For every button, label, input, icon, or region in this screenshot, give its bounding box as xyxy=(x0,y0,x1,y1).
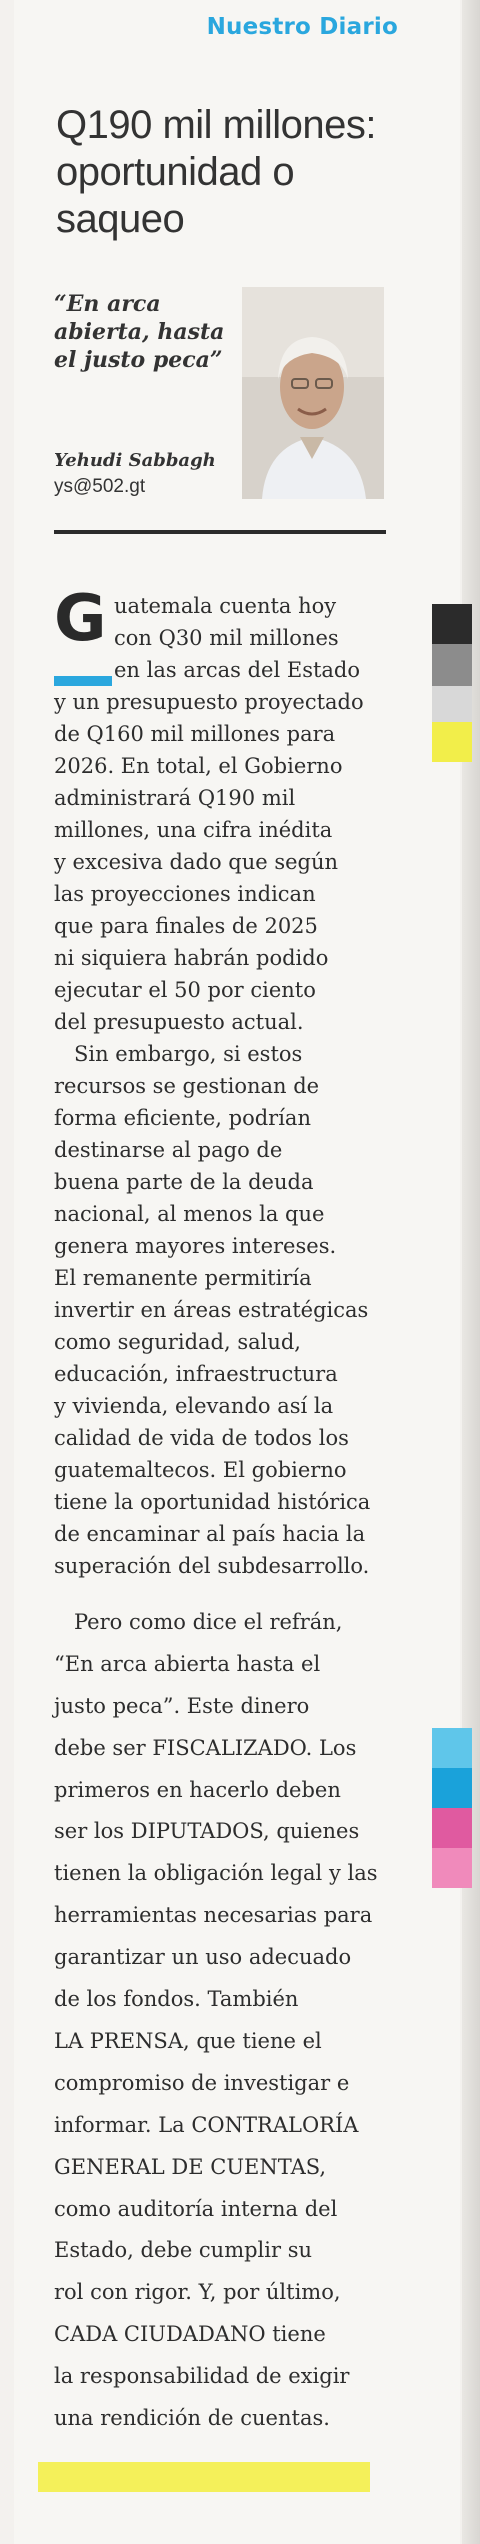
body-line: tiene la oportunidad histórica xyxy=(54,1490,371,1514)
body-line: invertir en áreas estratégicas xyxy=(54,1298,369,1322)
body-line: y un presupuesto proyectado xyxy=(54,690,364,714)
body-line: buena parte de la deuda xyxy=(54,1170,314,1194)
registration-yellow-swatch xyxy=(432,722,472,762)
body-line: El remanente permitiría xyxy=(54,1266,312,1290)
body-line: “En arca abierta hasta el xyxy=(54,1652,321,1676)
body-line: y excesiva dado que según xyxy=(54,850,339,874)
body-line: LA PRENSA, que tiene el xyxy=(54,2029,322,2053)
author-portrait-image xyxy=(242,287,384,499)
registration-black-swatch xyxy=(432,604,472,644)
body-line: millones, una cifra inédita xyxy=(54,818,333,842)
registration-cyan-swatch xyxy=(432,1728,472,1768)
byline-divider xyxy=(54,530,386,534)
body-line: destinarse al pago de xyxy=(54,1138,283,1162)
body-line: de encaminar al país hacia la xyxy=(54,1522,366,1546)
body-line: educación, infraestructura xyxy=(54,1362,338,1386)
body-line: garantizar un uso adecuado xyxy=(54,1945,352,1969)
registration-pink-swatch xyxy=(432,1848,472,1888)
body-line: GENERAL DE CUENTAS, xyxy=(54,2155,327,2179)
publication-logo: Nuestro Diario xyxy=(206,14,398,40)
body-line: genera mayores intereses. xyxy=(54,1234,337,1258)
body-line: del presupuesto actual. xyxy=(54,1010,304,1034)
drop-cap-accent-bar xyxy=(54,676,112,686)
body-line: Sin embargo, si estos xyxy=(74,1042,303,1066)
pull-quote: “En arca abierta, hasta el justo peca” xyxy=(54,291,225,373)
body-line: que para finales de 2025 xyxy=(54,914,318,938)
body-line: justo peca”. Este dinero xyxy=(54,1694,310,1718)
body-line: primeros en hacerlo deben xyxy=(54,1778,341,1802)
body-line: administrará Q190 mil xyxy=(54,786,296,810)
body-line: ser los DIPUTADOS, quienes xyxy=(54,1819,360,1843)
body-line: como auditoría interna del xyxy=(54,2197,338,2221)
body-line: en las arcas del Estado xyxy=(114,658,361,682)
body-line: tienen la obligación legal y las xyxy=(54,1861,378,1885)
body-line: y vivienda, elevando así la xyxy=(54,1394,334,1418)
body-line: informar. La CONTRALORÍA xyxy=(54,2113,359,2137)
body-line: nacional, al menos la que xyxy=(54,1202,325,1226)
body-line: recursos se gestionan de xyxy=(54,1074,320,1098)
body-line: 2026. En total, el Gobierno xyxy=(54,754,343,778)
body-line: forma eficiente, podrían xyxy=(54,1106,311,1130)
registration-blue-swatch xyxy=(432,1768,472,1808)
body-line: debe ser FISCALIZADO. Los xyxy=(54,1736,357,1760)
body-line: la responsabilidad de exigir xyxy=(54,2364,350,2388)
body-line: herramientas necesarias para xyxy=(54,1903,373,1927)
body-line: Pero como dice el refrán, xyxy=(74,1610,343,1634)
body-line: ejecutar el 50 por ciento xyxy=(54,978,316,1002)
body-line: Estado, debe cumplir su xyxy=(54,2238,313,2262)
author-email: ys@502.gt xyxy=(54,476,146,497)
body-line: una rendición de cuentas. xyxy=(54,2406,330,2430)
body-line: las proyecciones indican xyxy=(54,882,316,906)
headline: Q190 mil millones: oportunidad o saqueo xyxy=(56,103,377,241)
body-line: de los fondos. También xyxy=(54,1987,299,2011)
body-line: rol con rigor. Y, por último, xyxy=(54,2280,341,2304)
author-photo xyxy=(242,287,384,499)
body-line: con Q30 mil millones xyxy=(114,626,339,650)
author-name: Yehudi Sabbagh xyxy=(54,450,216,471)
body-line: compromiso de investigar e xyxy=(54,2071,350,2095)
body-line: como seguridad, salud, xyxy=(54,1330,301,1354)
drop-cap: G xyxy=(54,582,107,656)
registration-magenta-swatch xyxy=(432,1808,472,1848)
body-line: superación del subdesarrollo. xyxy=(54,1554,370,1578)
body-line: ni siquiera habrán podido xyxy=(54,946,329,970)
page-edge xyxy=(462,0,480,2544)
body-line: guatemaltecos. El gobierno xyxy=(54,1458,347,1482)
body-line: CADA CIUDADANO tiene xyxy=(54,2322,326,2346)
body-line: calidad de vida de todos los xyxy=(54,1426,349,1450)
body-line: de Q160 mil millones para xyxy=(54,722,336,746)
footer-highlight-bar xyxy=(38,2462,370,2492)
body-line: uatemala cuenta hoy xyxy=(114,594,337,618)
registration-gray-swatch xyxy=(432,644,472,686)
registration-lightgray-swatch xyxy=(432,686,472,722)
